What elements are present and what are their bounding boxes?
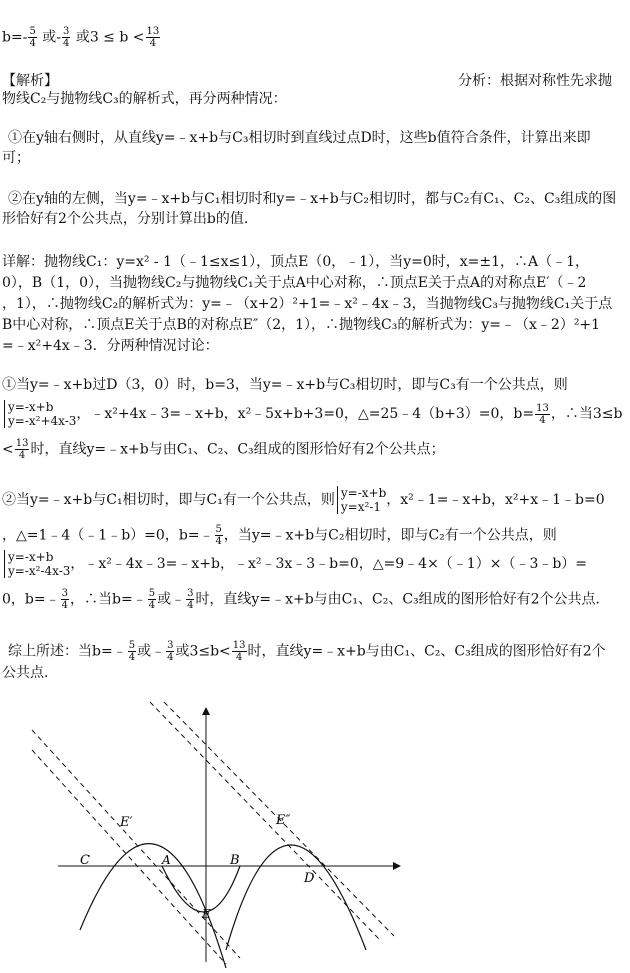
case1-line3: < $\frac{13}{4}$ 时，直线y=﹣x+b与由C₁、C₂、C₃组成的图形恰好有2个公共点； — [2, 438, 445, 461]
parabola-c3-curve — [200, 704, 360, 963]
label-e-prime: E′ — [120, 815, 133, 830]
label-e: E — [202, 907, 211, 921]
label-b: B — [230, 853, 240, 868]
equation-system: y=-x+b y=-x²+4x-3 — [4, 400, 76, 428]
parabola-c1 — [162, 866, 240, 912]
fraction: $\frac{5}{4}$ — [29, 26, 36, 49]
label-e-double-prime: E″ — [276, 813, 291, 828]
point2-line2: 形恰好有2个公共点，分别计算出b的值． — [2, 211, 258, 227]
answer-line: b=- $\frac{5}{4}$ 或- $\frac{3}{4}$ 或3 ≤ b < $\frac{13}{4}$ — [2, 26, 160, 49]
case2-line1: ②当y=﹣x+b与C₁相切时，即与C₁有一个公共点，则 y=-x+b y=x²-1 ，x²﹣1=﹣x+b，x²+x﹣1﹣b=0 — [2, 486, 605, 514]
label-a: A — [162, 853, 171, 867]
case1-line2: y=-x+b y=-x²+4x-3 ，﹣x²+4x﹣3=﹣x+b，x²﹣5x+b+3=0，△=25﹣4（b+3）=0，b= $\frac{13}{4}$ ，∴当3≤b — [2, 400, 622, 428]
point1-line1: ①在y轴右侧时，从直线y=﹣x+b与C₃相切时到直线过点D时，这些b值符合条件，计算出来即 — [8, 130, 591, 146]
parabola-c2 — [80, 844, 226, 968]
label-d: D — [304, 871, 315, 886]
tangent-line-3 — [150, 702, 380, 940]
fraction: $\frac{3}{4}$ — [63, 26, 70, 49]
equation-system: y=-x+b y=x²-1 — [337, 486, 386, 514]
summary-line2: 公共点． — [2, 665, 58, 681]
fraction: $\frac{13}{4}$ — [146, 26, 160, 49]
label-c: C — [80, 853, 90, 868]
tangent-line-2 — [32, 750, 226, 964]
case2-line3: y=-x+b y=-x²-4x-3 ，﹣x²﹣4x﹣3=﹣x+b，﹣x²﹣3x﹣3﹣b=0，△=9﹣4×（﹣1）×（﹣3﹣b）= — [2, 550, 587, 578]
solution-line5: =﹣x²+4x﹣3．分两种情况讨论： — [2, 338, 219, 354]
solution-line3: ，1），∴抛物线C₂的解析式为：y=﹣（x+2）²+1=﹣x²﹣4x﹣3，当抛物线C₃与抛物线C₁关于点 — [2, 296, 613, 312]
solution-line2: 0），B（1，0），当抛物线C₂与抛物线C₁关于点A中心对称，∴顶点E关于点A的对称点E′（﹣2 — [2, 275, 587, 291]
answer-or: 或 — [42, 29, 57, 46]
solution-line1: 详解：抛物线C₁：y=x² - 1（﹣1≤x≤1），顶点E（0，﹣1），当y=0时，x=±1，∴A（﹣1， — [2, 254, 590, 270]
case2-line4: 0，b=﹣ $\frac{3}{4}$ ，∴当b=﹣ $\frac{5}{4}$ 或﹣ $\frac{3}{4}$ 时，直线y=﹣x+b与由C₁、C₂、C₃组成的图形恰好有2个公共点． — [2, 588, 610, 611]
analysis-tag: 【解析】 — [2, 73, 58, 89]
parabola-figure — [30, 700, 410, 970]
answer-prefix: b= — [2, 29, 23, 46]
analysis-right: 分析：根据对称性先求抛 — [458, 73, 612, 89]
analysis-cont: 物线C₂与抛物线C₃的解析式，再分两种情况： — [2, 91, 287, 107]
parabola-c3-shape — [226, 845, 366, 950]
case2-line2: ，△=1﹣4（﹣1﹣b）=0，b=﹣ $\frac{5}{4}$ ，当y=﹣x+b与C₂相切时，即与C₂有一个公共点，则 — [2, 524, 557, 547]
answer-range: 或3 ≤ b < — [75, 29, 145, 46]
tangent-line-1 — [32, 730, 240, 958]
summary-line1: 综上所述：当b=﹣ $\frac{5}{4}$ 或﹣ $\frac{3}{4}$ 或3≤b< $\frac{13}{4}$ 时，直线y=﹣x+b与由C₁、C₂、C₃组成的图形恰好有2个 — [8, 640, 606, 663]
point2-line1: ②在y轴的左侧，当y=﹣x+b与C₁相切时和y=﹣x+b与C₂相切时，都与C₂有C₁、C₂、C₃组成的图 — [8, 191, 617, 207]
equation-system: y=-x+b y=-x²-4x-3 — [4, 550, 70, 578]
case1-line1: ①当y=﹣x+b过D（3，0）时，b=3，当y=﹣x+b与C₃相切时，即与C₃有一个公共点，则 — [2, 377, 568, 393]
solution-line4: B中心对称，∴顶点E关于点B的对称点E″（2，1），∴抛物线C₃的解析式为：y=﹣（x﹣2）²+1 — [2, 317, 601, 333]
point1-line2: 可； — [2, 150, 30, 166]
